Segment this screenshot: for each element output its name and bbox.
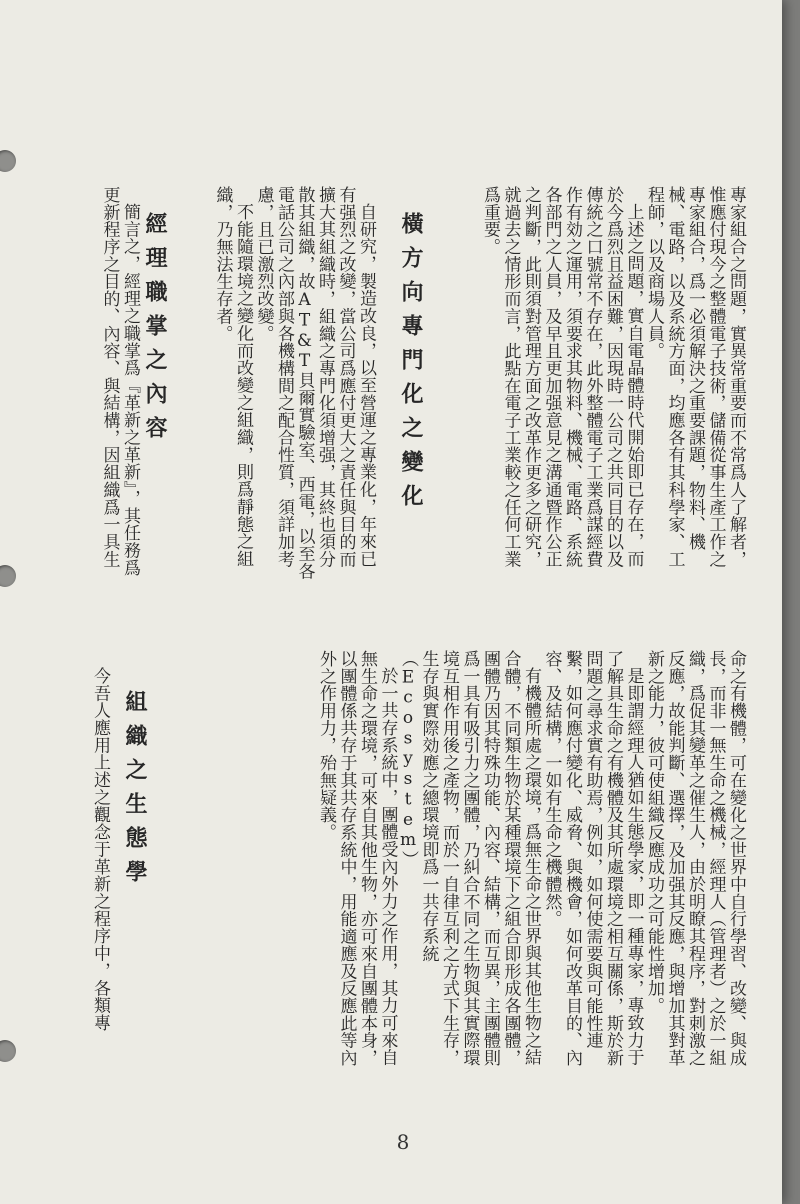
binder-hole <box>0 150 16 172</box>
paragraph: 有機體所處之環境，爲無生命之世界與其他生物之結合體，不同類生物於某種環境下之組合即形成各團體，團體乃因其特殊功能、內容、結構，而互異，主團體則爲一具有吸引力之團體，乃糾合不同之生物與其實際環境互相作用後之產物，而於一自律互利之方式下生存，生存與實際効應之總環境即爲一共存系統（Ecosystem） <box>398 650 541 1067</box>
section-heading: 組織之生態學 <box>122 690 148 894</box>
paragraph: 上述之問題，實自電晶體時代開始即已存在，而於今爲烈且益困難，因現時一公司之共同目的以及傳統之口號常不存在，此外整體電子工業爲謀經費作有効之運用，須要求其物料、機械、電路、系統各部門之人員，及早且更加强意見之溝通暨作公正之判斷，此則須對管理方面之改革作更多之研究，就過去之情形而言，此點在電子工業較之任何工業爲重要。 <box>480 186 644 568</box>
binder-hole <box>0 1040 16 1062</box>
bottom-body-text <box>82 650 110 1082</box>
paragraph: 專家組合之問題，實異常重要而不常爲人了解者，惟應付現今之整體電子技術，儲備從事生產工作之專家組合，爲一必須解決之重要課題，物料、機械、電路，以及系統方面，均應各有其科學家、工程師，以及商場人員。 <box>644 186 746 568</box>
binder-hole <box>0 565 16 587</box>
top-body-text <box>82 186 140 581</box>
paragraph: 於一共存系統中，團體受內外力之作用，其力可來自無生命之環境，可來自其他生物，亦可來自團體本身，以團體係共存于其共存系統中，用能適應及反應此等內外之作用力，殆無疑義。 <box>316 650 398 1067</box>
section-heading: 橫方向專門化之變化 <box>398 212 424 518</box>
paragraph: 命之有機體，可在變化之世界中自行學習、改變、與成長，而非一無生命之機械，經理人（管理者）之於一組織，爲促其變革之催生人，由於明瞭其程序，對刺激之反應，故能判斷、選擇，及加强其反應，與增加其對革新之能力，彼可使組織反應成功之可能性增加。 <box>644 650 746 1067</box>
section-heading: 經理職掌之內容 <box>142 212 168 450</box>
paragraph: 自研究，製造改良，以至營運之專業化，年來已有强烈之改變，當公司爲應付更大之責任與目的而擴大其組織時，組織之專門化須增强，其終也須分散其組織，故AT&T貝爾實驗室、西電，以至各電話公司之內部與各機構間之配合性質，須詳加考慮，且已激烈改變。 <box>253 186 376 580</box>
top-body-text <box>176 186 376 581</box>
bottom-body-text <box>262 650 746 1082</box>
paragraph: 今吾人應用上述之觀念于革新之程序中，各類專 <box>90 667 110 1032</box>
paragraph: 是即謂經理人猶如生態學家，即一種專家，專致力于了解具生命之有機體及其所處環境之相互關係，斯於新問題之尋求實有助焉，例如，如何使需要與可能性連繫，如何應付變化、威脅、與機會，如何改革目的、內容、及結構，一如有生命之機體然。 <box>541 650 644 1067</box>
paragraph: 不能隨環境之變化而改變之組織，則爲靜態之組織，乃無法生存者。 <box>212 186 253 568</box>
page-number: 8 <box>396 1130 410 1154</box>
top-body-text <box>448 186 746 581</box>
paragraph: 簡言之，經理之職掌爲『革新之革新』，其任務爲更新程序之目的、內容、與結構，因組織爲一具生 <box>99 186 140 577</box>
